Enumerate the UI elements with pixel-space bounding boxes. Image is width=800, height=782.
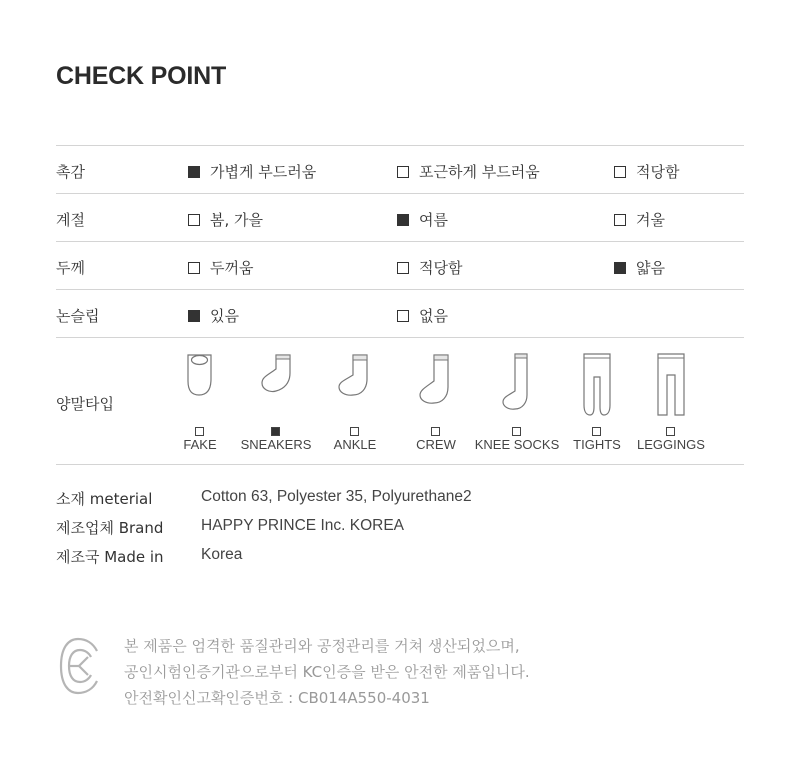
checkbox-empty [666,427,675,436]
checkbox-empty [397,310,409,322]
option: 적당함 [614,161,679,182]
checkbox-empty [188,262,200,274]
leggings-icon [654,351,688,419]
row-season [56,193,744,241]
checkbox-empty [397,166,409,178]
spec-key: 제조국 Made in [56,548,164,566]
option: 겨울 [614,209,665,230]
checkbox-checked [188,166,200,178]
notice-line: 안전확인신고확인증번호 : CB014A550-4031 [124,689,430,707]
check-grid [56,145,744,337]
checkbox-checked [397,214,409,226]
row-label: 양말타입 [56,395,114,413]
checkbox-empty [431,427,440,436]
ankle-sock-icon [333,351,377,411]
spec-key: 소재 meterial [56,490,153,508]
spec-value: HAPPY PRINCE Inc. KOREA [201,517,404,534]
tights-icon [580,351,614,419]
sneakers-sock-icon [254,351,298,411]
row-label: 두께 [56,259,85,277]
checkbox-empty [614,214,626,226]
option: 가볍게 부드러움 [188,161,316,182]
option: 적당함 [397,257,462,278]
checkbox-empty [188,214,200,226]
checkbox-empty [592,427,601,436]
row-label: 논슬립 [56,307,100,325]
row-thickness [56,241,744,289]
spec-value: Korea [201,546,243,563]
row-texture [56,145,744,193]
notice-line: 본 제품은 엄격한 품질관리와 공정관리를 거쳐 생산되었으며, [124,637,520,655]
option: 없음 [397,305,448,326]
row-label: 계절 [56,211,85,229]
spec-key: 제조업체 Brand [56,519,164,537]
checkbox-empty [397,262,409,274]
page-title: CHECK POINT [56,62,227,90]
checkbox-empty [350,427,359,436]
knee-sock-icon [495,351,539,417]
crew-sock-icon [414,351,458,411]
option: 여름 [397,209,448,230]
checkbox-checked [614,262,626,274]
checkbox-checked [188,310,200,322]
option: 얇음 [614,257,665,278]
checkbox-empty [614,166,626,178]
option: 봄, 가을 [188,209,263,230]
option: 두꺼움 [188,257,253,278]
checkbox-empty [195,427,204,436]
kc-notice [124,633,530,711]
checkbox-checked [271,427,280,436]
option: 있음 [188,305,239,326]
notice-line: 공인시험인증기관으로부터 KC인증을 받은 안전한 제품입니다. [124,663,530,681]
spec-value: Cotton 63, Polyester 35, Polyurethane2 [201,488,472,505]
checkbox-empty [512,427,521,436]
sock-type-row: 양말타입 FAKE SNEAKERS ANKLE CREW KNEE SOCKS TIGHTS LEGGINGS [56,337,744,465]
row-label: 촉감 [56,163,85,181]
fake-sock-icon [180,351,220,411]
option: 포근하게 부드러움 [397,161,540,182]
row-nonslip [56,289,744,337]
kc-mark-icon [57,635,101,697]
